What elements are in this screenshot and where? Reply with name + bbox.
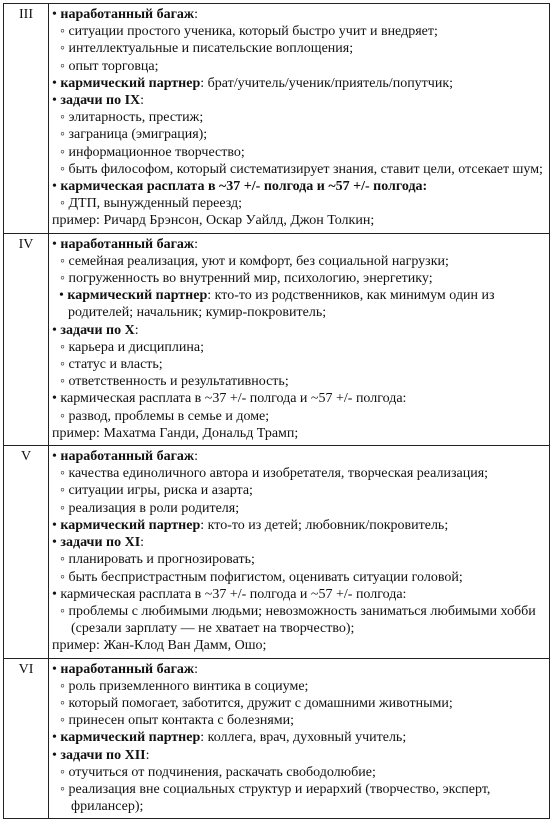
heading-label: наработанный багаж <box>60 661 195 677</box>
sub-item-text: реализация вне социальных структур и иерархий (творчество, эксперт, фрилансер); <box>68 781 491 815</box>
sub-item-text: развод, проблемы в семье и доме; <box>68 408 270 424</box>
row-content <box>49 659 549 819</box>
heading-label: задачи по IX <box>60 93 141 109</box>
sub-item <box>52 126 546 143</box>
circle-bullet-icon: ◦ <box>60 357 69 373</box>
sub-item <box>52 58 546 75</box>
bullet-icon: • <box>59 288 68 304</box>
table-row <box>3 234 550 446</box>
sub-item-text: отучиться от подчинения, раскачать свободолюбие; <box>68 764 376 780</box>
bullet-text: кармическая расплата в ~37 +/- полгода и ~57 +/- полгода: <box>60 586 407 602</box>
sub-item-text: ответственность и результативность; <box>68 374 289 390</box>
sub-item <box>52 23 546 40</box>
circle-bullet-icon: ◦ <box>60 483 69 499</box>
sub-item-text: качества единоличного автора и изобретателя, творческая реализация; <box>68 466 489 482</box>
bullet-icon: • <box>52 93 61 109</box>
heading-rest: : <box>134 322 139 338</box>
sub-item <box>52 482 546 499</box>
example-line: пример: Жан-Клод Ван Дамм, Ошо; <box>52 638 267 654</box>
sub-item <box>52 40 546 57</box>
sub-item-text: погруженность во внутренний мир, психологию, энергетику; <box>68 271 433 287</box>
circle-bullet-icon: ◦ <box>60 500 69 516</box>
heading-rest: : <box>194 236 198 252</box>
circle-bullet-icon: ◦ <box>60 24 69 40</box>
bullet-icon: • <box>52 535 61 551</box>
heading-label: кармический партнер <box>60 517 201 533</box>
bullet-heading <box>52 534 546 551</box>
row-number: V <box>4 446 49 657</box>
sub-item <box>52 144 546 161</box>
heading-label: задачи по XI <box>60 535 141 551</box>
sub-item-text: семейная реализация, уют и комфорт, без социальной нагрузки; <box>68 253 449 269</box>
sub-item <box>52 465 546 482</box>
sub-item <box>52 356 546 373</box>
heading-rest: : <box>194 449 198 465</box>
sub-item-text: который помогает, заботится, дружит с домашними животными; <box>68 695 453 711</box>
sub-item-text: быть философом, который систематизирует знания, ставит цели, отсекает шум; <box>68 161 543 177</box>
heading-rest: : <box>194 7 198 22</box>
heading-label: наработанный багаж <box>60 449 195 465</box>
sub-item <box>52 161 546 178</box>
sub-item <box>52 109 546 126</box>
row-content <box>49 234 549 445</box>
heading-rest: : <box>145 747 150 763</box>
sub-item-text: опыт торговца; <box>68 58 159 74</box>
sub-item <box>52 678 546 695</box>
sub-item-text: реализация в роли родителя; <box>68 500 240 516</box>
circle-bullet-icon: ◦ <box>60 196 69 212</box>
sub-item-text: планировать и прогнозировать; <box>68 552 255 568</box>
bullet-heading <box>52 322 546 339</box>
heading-label: кармическая расплата в ~37 +/- полгода и ~57 +/- полгода: <box>60 179 428 195</box>
sub-item-text: ДТП, вынужденный переезд; <box>68 196 242 212</box>
sub-item <box>52 603 546 637</box>
circle-bullet-icon: ◦ <box>60 466 69 482</box>
circle-bullet-icon: ◦ <box>60 408 69 424</box>
sub-item <box>52 764 546 781</box>
bullet-heading <box>52 75 546 92</box>
heading-label: наработанный багаж <box>60 7 195 22</box>
circle-bullet-icon: ◦ <box>60 603 69 619</box>
circle-bullet-icon: ◦ <box>60 58 69 74</box>
circle-bullet-icon: ◦ <box>60 764 69 780</box>
table-row <box>3 659 550 820</box>
heading-label: задачи по X <box>60 322 135 338</box>
circle-bullet-icon: ◦ <box>60 127 69 143</box>
bullet-heading <box>52 178 546 195</box>
row-content <box>49 446 549 657</box>
bullet-icon: • <box>52 517 61 533</box>
example-line: пример: Махатма Ганди, Дональд Трамп; <box>52 425 299 441</box>
example-line: пример: Ричард Брэнсон, Оскар Уайлд, Джон Толкин; <box>52 213 375 229</box>
row-content <box>49 4 549 233</box>
bullet-item <box>52 586 546 603</box>
bullet-icon: • <box>52 179 61 195</box>
table-row <box>3 446 550 658</box>
table-row <box>3 4 550 234</box>
bullet-icon: • <box>52 322 61 338</box>
circle-bullet-icon: ◦ <box>60 374 69 390</box>
circle-bullet-icon: ◦ <box>60 552 69 568</box>
heading-label: кармический партнер <box>67 288 208 304</box>
bullet-item <box>52 390 546 407</box>
bullet-text: кармическая расплата в ~37 +/- полгода и ~57 +/- полгода: <box>60 391 407 407</box>
row-number: III <box>4 4 49 233</box>
sub-item <box>52 253 546 270</box>
sub-item <box>52 373 546 390</box>
bullet-icon: • <box>52 730 61 746</box>
sub-item-text: заграница (эмиграция); <box>68 127 208 143</box>
karmic-table <box>3 3 550 819</box>
bullet-heading <box>52 661 546 678</box>
row-number: VI <box>4 659 49 819</box>
bullet-heading <box>52 287 546 321</box>
circle-bullet-icon: ◦ <box>60 781 69 797</box>
heading-rest: : брат/учитель/ученик/приятель/попутчик; <box>200 75 454 91</box>
sub-item-text: ситуации игры, риска и азарта; <box>68 483 253 499</box>
bullet-icon: • <box>52 449 61 465</box>
bullet-heading <box>52 747 546 764</box>
sub-item <box>52 500 546 517</box>
sub-item-text: элитарность, престиж; <box>68 110 204 126</box>
bullet-heading <box>52 236 546 253</box>
sub-item-text: информационное творчество; <box>68 144 245 160</box>
sub-item <box>52 339 546 356</box>
sub-item <box>52 712 546 729</box>
sub-item <box>52 695 546 712</box>
sub-item-text: карьера и дисциплина; <box>68 339 204 355</box>
heading-rest: : <box>194 661 198 677</box>
circle-bullet-icon: ◦ <box>60 569 69 585</box>
heading-label: наработанный багаж <box>60 236 195 252</box>
sub-item <box>52 408 546 425</box>
circle-bullet-icon: ◦ <box>60 713 69 729</box>
heading-rest: : кто-то из детей; любовник/покровитель; <box>200 517 449 533</box>
sub-item-text: роль приземленного винтика в социуме; <box>68 678 309 694</box>
circle-bullet-icon: ◦ <box>60 339 69 355</box>
sub-item-text: интеллектуальные и писательские воплощения; <box>68 41 354 57</box>
circle-bullet-icon: ◦ <box>60 41 69 57</box>
sub-item <box>52 781 546 815</box>
sub-item-text: ситуации простого ученика, который быстро учит и внедряет; <box>68 24 438 40</box>
sub-item <box>52 270 546 287</box>
bullet-heading <box>52 517 546 534</box>
sub-item-text: статус и власть; <box>68 357 163 373</box>
bullet-heading <box>52 448 546 465</box>
row-number: IV <box>4 234 49 445</box>
heading-rest: : <box>140 93 145 109</box>
sub-item-text: быть беспристрастным пофигистом, оценивать ситуации головой; <box>68 569 463 585</box>
bullet-icon: • <box>52 236 61 252</box>
sub-item-text: проблемы с любимыми людьми; невозможность заниматься любимыми хобби (срезали зарплату — не хватает на творчество); <box>68 603 536 637</box>
circle-bullet-icon: ◦ <box>60 271 69 287</box>
bullet-heading <box>52 92 546 109</box>
circle-bullet-icon: ◦ <box>60 144 69 160</box>
circle-bullet-icon: ◦ <box>60 161 69 177</box>
bullet-icon: • <box>52 747 61 763</box>
circle-bullet-icon: ◦ <box>60 253 69 269</box>
bullet-heading <box>52 6 546 23</box>
bullet-icon: • <box>52 391 61 407</box>
sub-item-text: принесен опыт контакта с болезнями; <box>68 713 295 729</box>
circle-bullet-icon: ◦ <box>60 695 69 711</box>
heading-label: кармический партнер <box>60 75 201 91</box>
heading-label: кармический партнер <box>60 730 201 746</box>
heading-rest: : кто-то из родственников, как минимум один из родителей; начальник; кумир-покровитель; <box>68 288 495 321</box>
bullet-icon: • <box>52 75 61 91</box>
sub-item <box>52 569 546 586</box>
circle-bullet-icon: ◦ <box>60 110 69 126</box>
bullet-icon: • <box>52 7 61 22</box>
sub-item <box>52 195 546 212</box>
sub-item <box>52 551 546 568</box>
heading-rest: : коллега, врач, духовный учитель; <box>200 730 407 746</box>
heading-label: задачи по XII <box>60 747 146 763</box>
bullet-icon: • <box>52 586 61 602</box>
bullet-icon: • <box>52 661 61 677</box>
bullet-heading <box>52 729 546 746</box>
circle-bullet-icon: ◦ <box>60 678 69 694</box>
heading-rest: : <box>140 535 145 551</box>
